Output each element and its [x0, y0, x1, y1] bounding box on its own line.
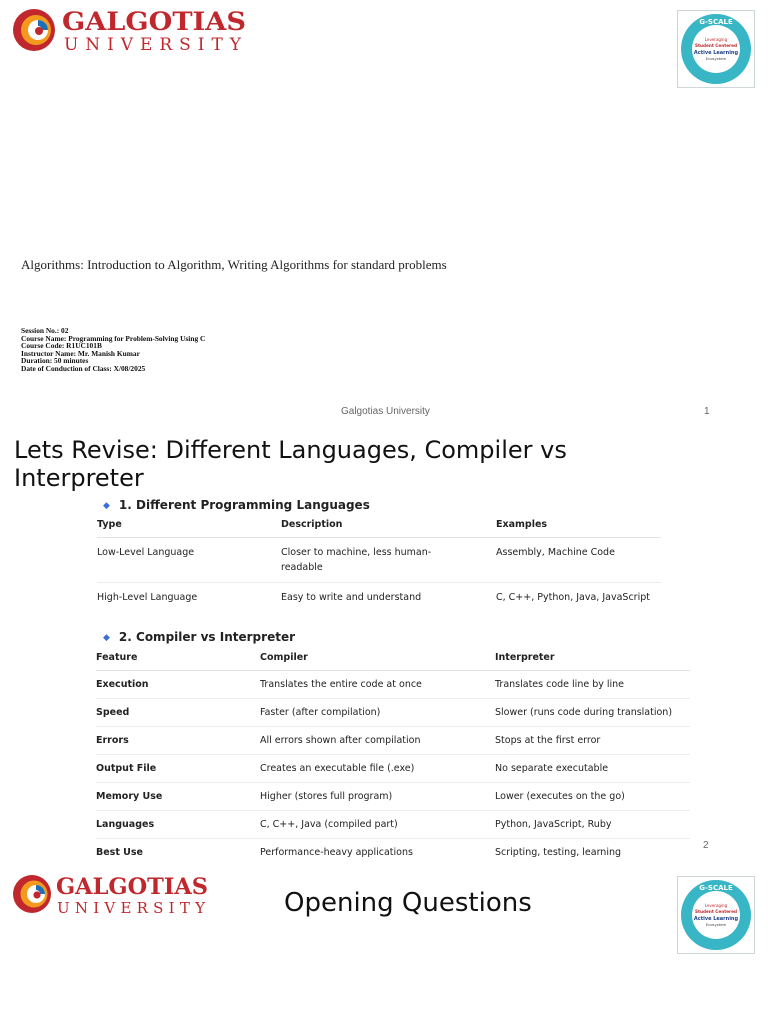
logo-name-bottom: UNIVERSITY: [64, 35, 244, 54]
table-row: [96, 727, 690, 755]
session-meta: [21, 327, 205, 373]
table-row: [97, 583, 661, 613]
table-row: [97, 538, 661, 583]
table-row: [96, 755, 690, 783]
cell-compiler: C, C++, Java (compiled part): [260, 811, 495, 839]
gscale-badge: [677, 10, 755, 88]
languages-table: [97, 519, 661, 612]
slide-1: [0, 0, 768, 430]
cell-compiler: Creates an executable file (.exe): [260, 755, 495, 783]
cell-type: High-Level Language: [97, 592, 198, 603]
cell-compiler: Performance-heavy applications: [260, 847, 413, 858]
cell-interpreter: Slower (runs code during translation): [495, 699, 690, 727]
column-header: Interpreter: [495, 652, 690, 671]
compiler-interpreter-table: [96, 652, 690, 866]
slide-title: Lets Revise: Different Languages, Compiler vs Interpreter: [14, 436, 567, 492]
cell-feature: Output File: [96, 755, 260, 783]
university-logo: [12, 6, 252, 54]
section-heading-compiler: [103, 630, 295, 644]
cell-compiler: Higher (stores full program): [260, 783, 495, 811]
cell-interpreter: Scripting, testing, learning: [495, 847, 622, 858]
logo-swirl-icon: [13, 875, 51, 913]
logo-name-top: GALGOTIAS: [56, 874, 208, 900]
cell-feature: Errors: [96, 727, 260, 755]
cell-interpreter: Python, JavaScript, Ruby: [495, 811, 690, 839]
slide-footer: Galgotias University: [341, 406, 430, 417]
gscale-badge-icon: [678, 877, 754, 953]
column-header: Feature: [96, 652, 260, 671]
cell-feature: Speed: [96, 699, 260, 727]
badge-line4: Ecosystem: [705, 922, 727, 927]
cell-examples: Assembly, Machine Code: [496, 538, 661, 583]
session-topic: Algorithms: Introduction to Algorithm, Writing Algorithms for standard problems: [21, 257, 447, 272]
cell-description: [281, 538, 496, 583]
section-heading-text: 2. Compiler vs Interpreter: [118, 630, 295, 644]
badge-line1: Leveraging: [704, 37, 728, 42]
badge-line2: Student Centered: [695, 43, 737, 48]
gscale-badge: [677, 876, 755, 954]
cell-compiler: Faster (after compilation): [260, 699, 495, 727]
section-heading-text: 1. Different Programming Languages: [118, 498, 370, 512]
section-heading-languages: [103, 498, 370, 512]
cell-feature: Best Use: [96, 847, 143, 858]
table-row: [96, 671, 690, 699]
logo-name-top: GALGOTIAS: [62, 7, 246, 36]
cell-interpreter: Translates code line by line: [495, 671, 690, 699]
course-name: Course Name: Programming for Problem-Solving Using C: [21, 333, 206, 343]
diamond-bullet-icon: ◆: [103, 501, 110, 511]
badge-line3: Active Learning: [693, 50, 739, 56]
column-header: Description: [281, 519, 496, 538]
cell-feature: Execution: [96, 671, 260, 699]
slide-title: Opening Questions: [284, 888, 532, 918]
badge-line4: Ecosystem: [705, 56, 727, 61]
cell-examples: C, C++, Python, Java, JavaScript: [496, 592, 650, 603]
session-number: Session No.: 02: [21, 326, 69, 335]
course-code: Course Code: R1UC101B: [21, 341, 102, 351]
diamond-bullet-icon: ◆: [103, 633, 110, 643]
column-header: Type: [97, 519, 281, 538]
cell-feature: Languages: [96, 811, 260, 839]
cell-compiler: Translates the entire code at once: [260, 671, 495, 699]
cell-description-text: Closer to machine, less human-readable: [281, 547, 432, 573]
badge-ring-text: G-SCALE: [699, 884, 733, 892]
page-number: 1: [704, 406, 710, 417]
slide-2: [0, 430, 768, 860]
cell-description: Easy to write and understand: [281, 592, 422, 603]
slide-3: [0, 862, 768, 1024]
badge-line1: Leveraging: [704, 903, 728, 908]
cell-feature: Memory Use: [96, 783, 260, 811]
table-header-row: [96, 652, 690, 671]
table-row: [96, 783, 690, 811]
table-row: [96, 811, 690, 839]
badge-line3: Active Learning: [693, 916, 739, 922]
cell-compiler: All errors shown after compilation: [260, 727, 495, 755]
duration: Duration: 50 minutes: [21, 356, 89, 366]
page-number: 2: [703, 840, 709, 851]
cell-interpreter: Lower (executes on the go): [495, 783, 690, 811]
cell-type: Low-Level Language: [97, 538, 281, 583]
cell-interpreter: No separate executable: [495, 755, 690, 783]
gscale-badge-icon: [678, 11, 754, 87]
table-row: [96, 699, 690, 727]
table-header-row: [97, 519, 661, 538]
logo-name-bottom: UNIVERSITY: [57, 899, 207, 917]
badge-line2: Student Centered: [695, 909, 737, 914]
university-logo: [12, 870, 212, 918]
instructor-name: Instructor Name: Mr. Manish Kumar: [21, 348, 140, 358]
date-of-class: Date of Conduction of Class: X/08/2025: [21, 363, 146, 373]
cell-interpreter: Stops at the first error: [495, 727, 690, 755]
logo-swirl-icon: [13, 9, 55, 51]
badge-ring-text: G-SCALE: [699, 18, 733, 26]
column-header: Examples: [496, 519, 661, 538]
column-header: Compiler: [260, 652, 495, 671]
